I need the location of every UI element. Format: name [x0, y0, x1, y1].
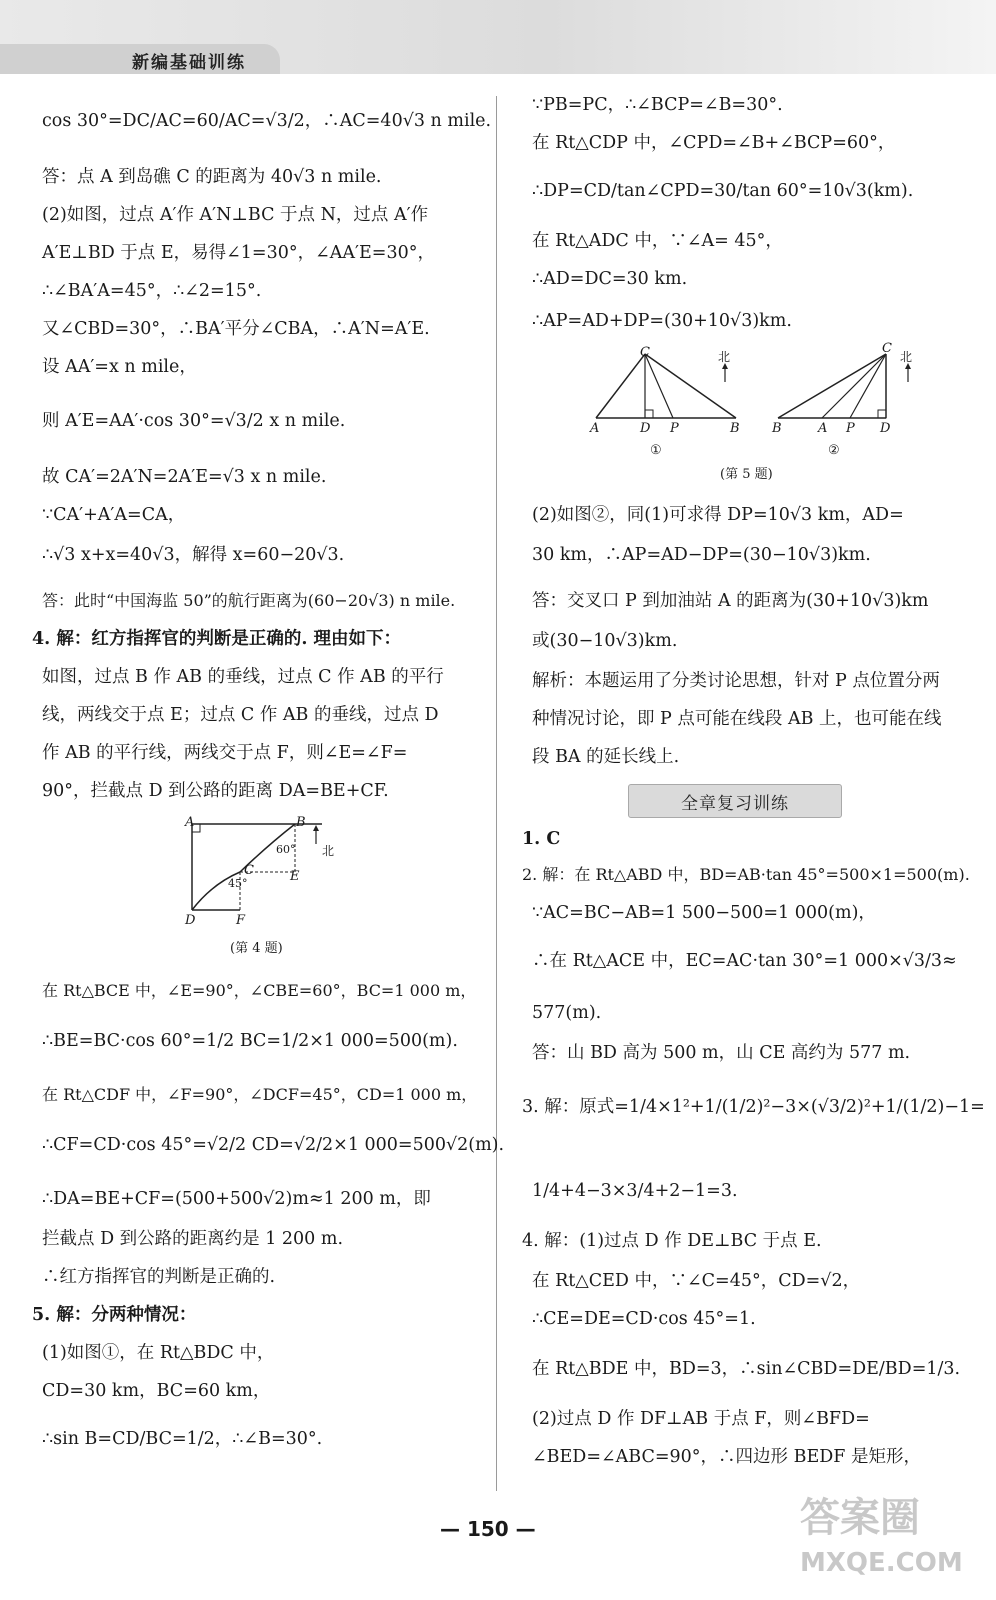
review-question-2: 2. 解：在 Rt△ABD 中，BD=AB·tan 45°=500×1=500(m). [522, 865, 970, 884]
text-line: 拦截点 D 到公路的距离约是 1 200 m. [42, 1229, 344, 1249]
text-line: ∴AD=DC=30 km. [532, 269, 688, 289]
text-line: ∴CF=CD·cos 45°=√2/2 CD=√2/2×1 000=500√2(m). [42, 1135, 505, 1155]
text-line: ∴∠BA′A=45°，∴∠2=15°. [42, 281, 262, 301]
fig5-2-north-label: 北 [900, 350, 913, 364]
text-line: 30 km，∴AP=AD−DP=(30−10√3)km. [532, 545, 871, 565]
figure-5-diagram [588, 346, 978, 456]
text-line: 90°，拦截点 D 到公路的距离 DA=BE+CF. [42, 781, 389, 801]
column-divider [496, 96, 497, 1491]
text-line: 或(30−10√3)km. [532, 631, 678, 651]
text-line: A′E⊥BD 于点 E，易得∠1=30°，∠AA′E=30°， [42, 243, 435, 263]
text-line: 答：点 A 到岛礁 C 的距离为 40√3 n mile. [42, 167, 382, 187]
fig5-2-number: ② [828, 443, 840, 458]
fig4-label-a: A [185, 815, 195, 830]
text-line: (2)过点 D 作 DF⊥AB 于点 F，则∠BFD= [532, 1409, 870, 1429]
text-line: ∵PB=PC，∴∠BCP=∠B=30°. [532, 95, 783, 115]
text-line: 在 Rt△BCE 中，∠E=90°，∠CBE=60°，BC=1 000 m， [42, 981, 477, 1000]
fig4-label-e: E [290, 869, 300, 884]
fig5-1-label-b: B [730, 421, 740, 436]
fig5-2-label-p: P [846, 421, 855, 436]
text-line: CD=30 km，BC=60 km， [42, 1381, 271, 1401]
fig5-2-label-b: B [772, 421, 782, 436]
review-question-3: 3. 解：原式=1/4×1²+1/(1/2)²−3×(√3/2)²+1/(1/2)−1= [522, 1097, 985, 1117]
section-title: 全章复习训练 [681, 793, 789, 814]
page-header [0, 0, 996, 74]
text-line: 又∠CBD=30°，∴BA′平分∠CBA，∴A′N=A′E. [42, 319, 430, 339]
text-line: 577(m). [532, 1003, 602, 1023]
fig4-label-f: F [236, 913, 246, 928]
text-line: 在 Rt△ADC 中，∵∠A= 45°， [532, 231, 783, 251]
text-line: 答：山 BD 高为 500 m，山 CE 高约为 577 m. [532, 1043, 911, 1063]
figure-4-caption: (第 4 题) [230, 941, 283, 956]
text-line: ∴在 Rt△ACE 中，EC=AC·tan 30°=1 000×√3/3≈ [532, 951, 957, 971]
text-line: ∴DA=BE+CF=(500+500√2)m≈1 200 m，即 [42, 1189, 431, 1209]
fig4-label-b: B [296, 815, 306, 830]
watermark-url: MXQE.COM [800, 1548, 963, 1578]
text-line: 段 BA 的延长线上. [532, 747, 680, 767]
text-line: ∠BED=∠ABC=90°，∴四边形 BEDF 是矩形， [532, 1447, 921, 1467]
text-line: 则 A′E=AA′·cos 30°=√3/2 x n mile. [42, 411, 346, 431]
question-5-heading: 5. 解：分两种情况： [32, 1305, 197, 1325]
fig5-1-north-label: 北 [718, 350, 731, 364]
fig5-1-number: ① [650, 443, 662, 458]
fig4-label-c: C [244, 863, 254, 878]
fig5-2-label-c: C [882, 341, 892, 356]
text-line: cos 30°=DC/AC=60/AC=√3/2，∴AC=40√3 n mile. [42, 111, 492, 131]
text-line: 在 Rt△CDF 中，∠F=90°，∠DCF=45°，CD=1 000 m， [42, 1085, 478, 1104]
fig5-1-label-a: A [590, 421, 600, 436]
text-line: 如图，过点 B 作 AB 的垂线，过点 C 作 AB 的平行 [42, 667, 444, 687]
text-line: ∴AP=AD+DP=(30+10√3)km. [532, 311, 792, 331]
fig4-label-d: D [185, 913, 196, 928]
text-line: 作 AB 的平行线，两线交于点 F，则∠E=∠F= [42, 743, 408, 763]
text-line: (1)如图①，在 Rt△BDC 中， [42, 1343, 275, 1363]
text-line: 答：交叉口 P 到加油站 A 的距离为(30+10√3)km [532, 591, 929, 611]
figure-5-caption: (第 5 题) [720, 467, 773, 482]
fig5-1-label-d: D [640, 421, 651, 436]
header-title: 新编基础训练 [132, 53, 246, 73]
text-line: 答：此时“中国海监 50”的航行距离为(60−20√3) n mile. [42, 591, 456, 610]
fig4-north-label: 北 [322, 844, 335, 858]
text-line: 在 Rt△CED 中，∵∠C=45°，CD=√2， [532, 1271, 861, 1291]
page-number: — 150 — [440, 1517, 536, 1541]
text-line: 在 Rt△CDP 中，∠CPD=∠B+∠BCP=60°， [532, 133, 896, 153]
fig4-angle-60: 60° [276, 843, 296, 856]
fig5-2-label-a: A [818, 421, 828, 436]
analysis-line: 解析：本题运用了分类讨论思想，针对 P 点位置分两 [532, 671, 940, 691]
text-line: (2)如图②，同(1)可求得 DP=10√3 km，AD= [532, 505, 904, 525]
text-line: 在 Rt△BDE 中，BD=3，∴sin∠CBD=DE/BD=1/3. [532, 1359, 961, 1379]
text-line: ∴红方指挥官的判断是正确的. [42, 1267, 276, 1287]
text-line: 线，两线交于点 E；过点 C 作 AB 的垂线，过点 D [42, 705, 439, 725]
text-line: ∴sin B=CD/BC=1/2，∴∠B=30°. [42, 1429, 323, 1449]
text-line: ∴√3 x+x=40√3，解得 x=60−20√3. [42, 545, 345, 565]
text-line: ∴CE=DE=CD·cos 45°=1. [532, 1309, 756, 1329]
text-line: 故 CA′=2A′N=2A′E=√3 x n mile. [42, 467, 327, 487]
text-line: ∴DP=CD/tan∠CPD=30/tan 60°=10√3(km). [532, 181, 914, 201]
text-line: (2)如图，过点 A′作 A′N⊥BC 于点 N，过点 A′作 [42, 205, 429, 225]
figure-4-diagram [172, 814, 372, 934]
fig4-angle-45: 45° [228, 877, 248, 890]
text-line: ∵CA′+A′A=CA， [42, 505, 186, 525]
text-line: 种情况讨论，即 P 点可能在线段 AB 上，也可能在线 [532, 709, 942, 729]
watermark-logo: 答案圈 [800, 1495, 920, 1541]
fig5-1-label-c: C [640, 345, 650, 360]
text-line: 设 AA′=x n mile， [42, 357, 197, 377]
review-question-1: 1. C [522, 829, 561, 849]
section-banner [628, 784, 842, 818]
fig5-1-label-p: P [670, 421, 679, 436]
text-line: ∴BE=BC·cos 60°=1/2 BC=1/2×1 000=500(m). [42, 1031, 458, 1051]
review-question-4: 4. 解：(1)过点 D 作 DE⊥BC 于点 E. [522, 1231, 822, 1251]
fig5-2-label-d: D [880, 421, 891, 436]
question-4-heading: 4. 解：红方指挥官的判断是正确的. 理由如下： [32, 629, 402, 649]
text-line: ∵AC=BC−AB=1 500−500=1 000(m)， [532, 903, 876, 923]
text-line: 1/4+4−3×3/4+2−1=3. [532, 1181, 738, 1201]
